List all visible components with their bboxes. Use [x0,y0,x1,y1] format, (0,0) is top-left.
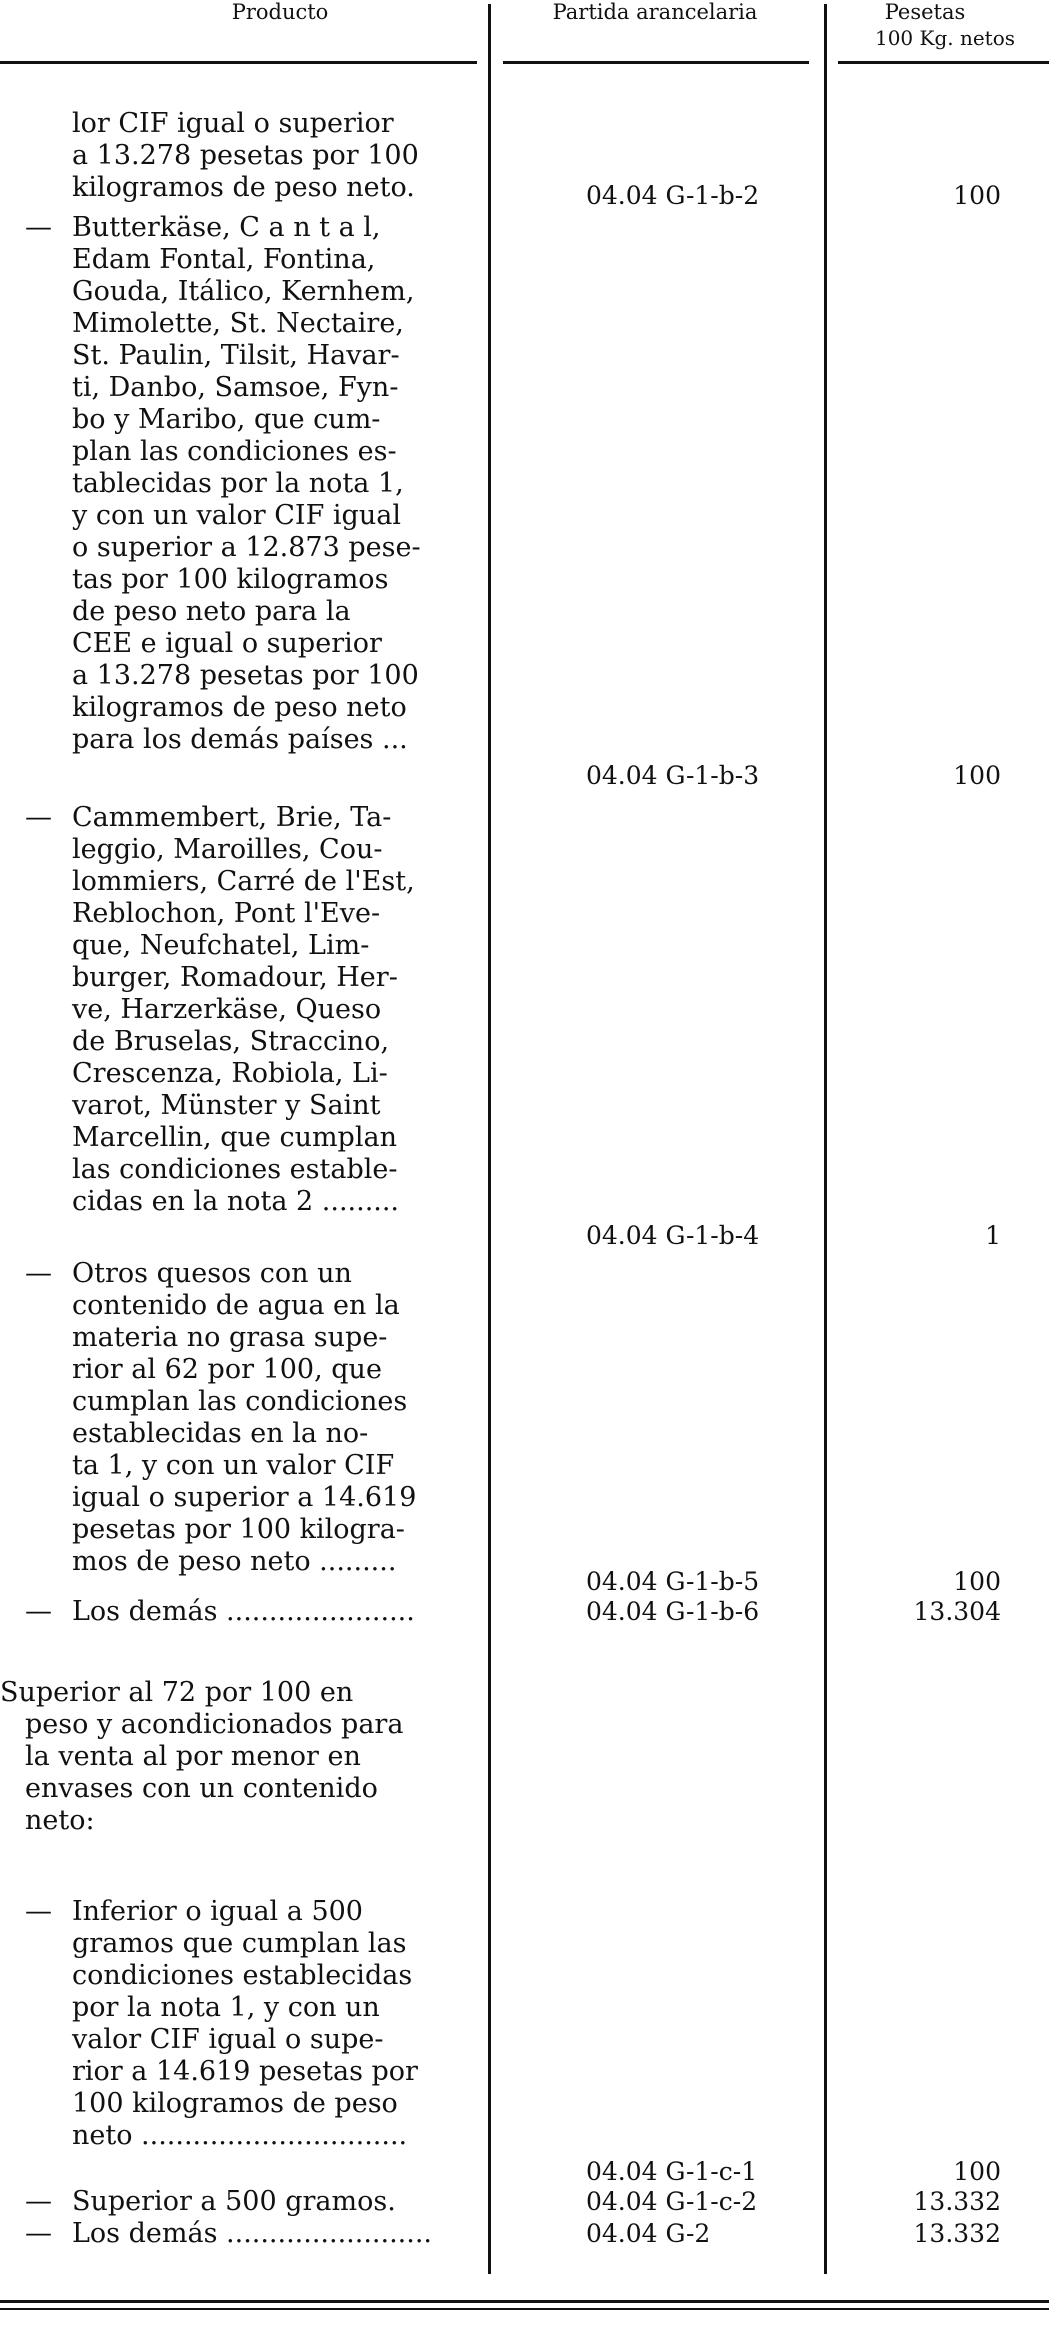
text-line: las condiciones estable- [72,1154,398,1185]
tariff-code: 04.04 G-1-c-1 [586,2157,758,2186]
text-line: rior al 62 por 100, que [72,1354,382,1385]
text-line: por la nota 1, y con un [72,1992,380,2023]
text-line: cidas en la nota 2 ......... [72,1186,400,1217]
entry-dash: — [25,2218,52,2249]
text-line: tas por 100 kilogramos [72,564,389,595]
product-text [72,1258,478,1578]
text-line: St. Paulin, Tilsit, Havar- [72,340,400,371]
header-unidad: 100 Kg. netos [874,26,1016,50]
text-line: 100 kilogramos de peso [72,2088,398,2119]
product-text [72,1896,478,2152]
text-line: de peso neto para la [72,596,351,627]
text-line: materia no grasa supe- [72,1322,388,1353]
tariff-value: 13.332 [913,2219,1001,2248]
text-line: para los demás países ... [72,724,408,755]
tariff-code: 04.04 G-1-b-4 [586,1221,760,1250]
column-divider-1 [488,4,491,2274]
text-line: Edam Fontal, Fontina, [72,244,376,275]
entry-dash: — [25,802,52,833]
text-line: ti, Danbo, Samsoe, Fyn- [72,372,399,403]
tariff-code: 04.04 G-1-b-5 [586,1567,760,1596]
text-line: ve, Harzerkäse, Queso [72,994,382,1025]
text-line: varot, Münster y Saint [72,1090,381,1121]
text-line: envases con un contenido [25,1773,378,1804]
text-line: rior a 14.619 pesetas por [72,2056,418,2087]
tariff-value: 100 [953,2157,1001,2186]
text-line: burger, Romadour, Her- [72,962,398,993]
text-line: Cammembert, Brie, Ta- [72,802,392,833]
product-text [72,2218,478,2250]
entry-dash: — [25,212,52,243]
text-line: Mimolette, St. Nectaire, [72,308,404,339]
header-rule-producto [0,61,477,64]
bottom-rule-1 [0,2300,1049,2303]
text-line: mos de peso neto ......... [72,1546,397,1577]
text-line: neto ............................... [72,2120,408,2151]
text-line: bo y Maribo, que cum- [72,404,381,435]
text-line: Superior al 72 por 100 en [0,1677,354,1708]
text-line: CEE e igual o superior [72,628,382,659]
tariff-value: 13.304 [913,1597,1001,1626]
text-line: kilogramos de peso neto [72,692,407,723]
tariff-code: 04.04 G-1-b-6 [586,1597,760,1626]
text-line: Butterkäse, C a n t a l, [72,212,381,243]
text-line: a 13.278 pesetas por 100 [72,140,419,171]
text-line: leggio, Maroilles, Cou- [72,834,383,865]
text-line: Otros quesos con un [72,1258,352,1289]
text-line: peso y acondicionados para [25,1709,404,1740]
section-heading [0,1677,478,1837]
text-line: Inferior o igual a 500 [72,1896,363,1927]
text-line: que, Neufchatel, Lim- [72,930,370,961]
tariff-value: 100 [953,1567,1001,1596]
tariff-value: 100 [953,761,1001,790]
entry-dash: — [25,1258,52,1289]
header-pesetas: Pesetas [884,0,966,24]
product-text [72,1596,478,1628]
product-text [72,802,478,1218]
text-line: plan las condiciones es- [72,436,397,467]
product-text [72,212,478,756]
text-line: y con un valor CIF igual [72,500,401,531]
header-partida: Partida arancelaria [552,0,758,24]
text-line: Gouda, Itálico, Kernhem, [72,276,415,307]
text-line: pesetas por 100 kilogra- [72,1514,405,1545]
column-divider-2 [824,4,827,2274]
entry-dash: — [25,1596,52,1627]
tariff-code: 04.04 G-1-c-2 [586,2187,758,2216]
tariff-value: 100 [953,181,1001,210]
text-line: tablecidas por la nota 1, [72,468,404,499]
text-line: igual o superior a 14.619 [72,1482,417,1513]
header-rule-partida [503,61,809,64]
tariff-code: 04.04 G-1-b-3 [586,761,760,790]
tariff-code: 04.04 G-1-b-2 [586,181,760,210]
bottom-rule-2 [0,2308,1049,2310]
text-line: kilogramos de peso neto. [72,172,415,203]
text-line: Marcellin, que cumplan [72,1122,397,1153]
text-line: Los demás ...................... [72,1596,415,1627]
text-line: de Bruselas, Straccino, [72,1026,390,1057]
text-line: lommiers, Carré de l'Est, [72,866,415,897]
text-line: o superior a 12.873 pese- [72,532,421,563]
text-line: cumplan las condiciones [72,1386,408,1417]
text-line: Los demás ........................ [72,2218,433,2249]
product-text [72,2186,478,2218]
text-line: condiciones establecidas [72,1960,413,1991]
text-line: contenido de agua en la [72,1290,400,1321]
header-producto: Producto [231,0,329,24]
text-line: a 13.278 pesetas por 100 [72,660,419,691]
entry-dash: — [25,1896,52,1927]
text-line: lor CIF igual o superior [72,108,394,139]
entry-dash: — [25,2186,52,2217]
text-line: neto: [25,1805,95,1836]
text-line: Reblochon, Pont l'Eve- [72,898,381,929]
tariff-code: 04.04 G-2 [586,2219,711,2248]
text-line: Crescenza, Robiola, Li- [72,1058,388,1089]
text-line: Superior a 500 gramos. [72,2186,396,2217]
text-line: gramos que cumplan las [72,1928,407,1959]
tariff-value: 13.332 [913,2187,1001,2216]
header-rule-pesetas [838,61,1049,64]
text-line: ta 1, y con un valor CIF [72,1450,395,1481]
text-line: valor CIF igual o supe- [72,2024,384,2055]
text-line: establecidas en la no- [72,1418,369,1449]
text-line: la venta al por menor en [25,1741,361,1772]
product-text [72,108,478,204]
tariff-value: 1 [985,1221,1001,1250]
